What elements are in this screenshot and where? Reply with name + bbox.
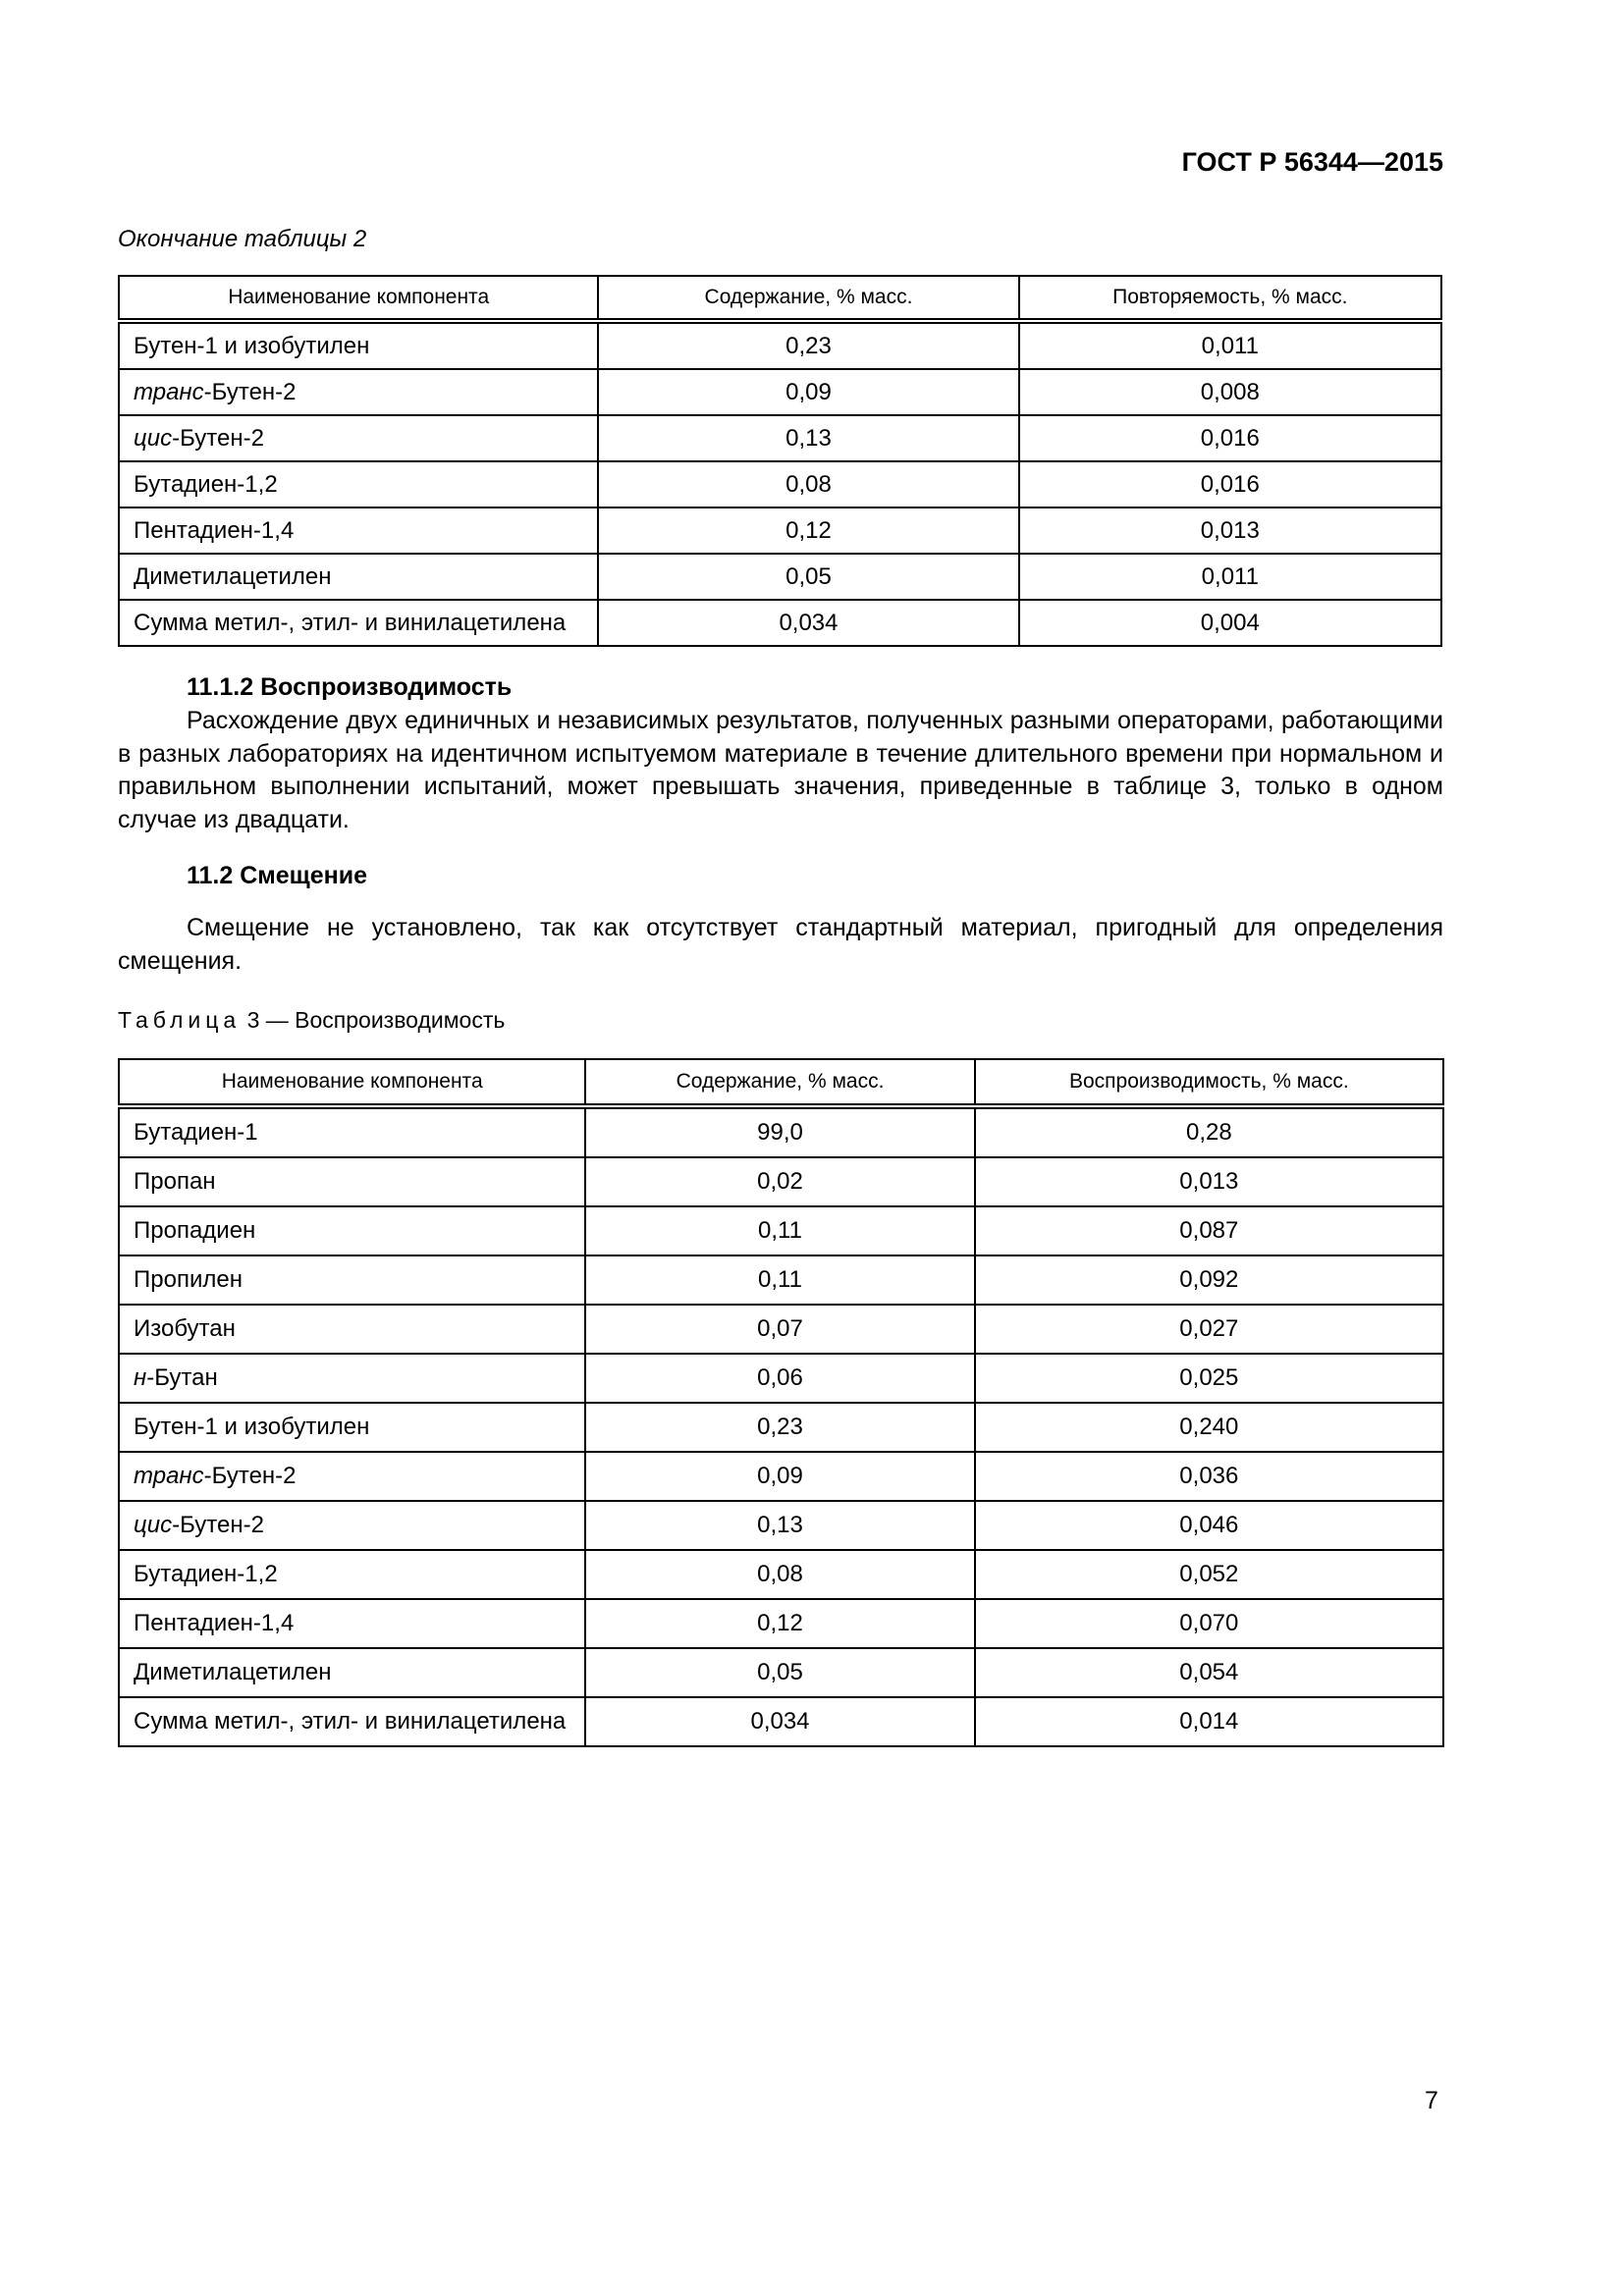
value-cell: 0,004 xyxy=(1019,600,1441,646)
table-row xyxy=(119,415,1441,461)
table-row xyxy=(119,1255,1443,1305)
component-name-cell xyxy=(119,1305,585,1354)
value-cell: 0,008 xyxy=(1019,369,1441,415)
value-cell: 0,052 xyxy=(975,1550,1443,1599)
table-row xyxy=(119,1403,1443,1452)
value-cell: 0,016 xyxy=(1019,415,1441,461)
component-name-cell xyxy=(119,1501,585,1550)
component-name-cell xyxy=(119,1403,585,1452)
table-row xyxy=(119,507,1441,554)
content-cell: 0,07 xyxy=(585,1305,974,1354)
isomer-prefix: цис xyxy=(134,1512,173,1538)
section-text-11-2: Смещение не установлено, так как отсутствует стандартный материал, пригодный для определения смещения. xyxy=(118,914,1443,975)
component-name: Диметилацетилен xyxy=(134,1659,332,1685)
table-3-reproducibility xyxy=(118,1058,1444,1747)
table-row xyxy=(119,1305,1443,1354)
value-cell: 0,092 xyxy=(975,1255,1443,1305)
component-name: Пентадиен-1,4 xyxy=(134,1610,295,1636)
component-name: -Бутен-2 xyxy=(203,1463,297,1489)
component-name-cell xyxy=(119,1550,585,1599)
value-cell: 0,011 xyxy=(1019,554,1441,600)
component-name-cell xyxy=(119,554,598,600)
component-name: Бутен-1 и изобутилен xyxy=(134,1414,370,1440)
value-cell: 0,036 xyxy=(975,1452,1443,1501)
component-name-cell xyxy=(119,1648,585,1697)
component-name-cell xyxy=(119,1206,585,1255)
value-cell: 0,014 xyxy=(975,1697,1443,1746)
column-header: Наименование компонента xyxy=(119,276,598,321)
component-name: Бутадиен-1,2 xyxy=(134,1561,278,1587)
section-heading-11-2: 11.2 Смещение xyxy=(187,862,368,889)
isomer-prefix: н xyxy=(134,1364,147,1391)
table2-caption: Окончание таблицы 2 xyxy=(118,226,367,252)
component-name-cell xyxy=(119,1106,585,1157)
value-cell: 0,013 xyxy=(975,1157,1443,1206)
content-cell: 0,11 xyxy=(585,1206,974,1255)
isomer-prefix: транс xyxy=(134,1463,204,1489)
table-row xyxy=(119,1697,1443,1746)
value-cell: 0,011 xyxy=(1019,321,1441,369)
content-cell: 0,034 xyxy=(585,1697,974,1746)
table-row xyxy=(119,1452,1443,1501)
component-name: Пропадиен xyxy=(134,1217,256,1244)
content-cell: 0,09 xyxy=(598,369,1018,415)
content-cell: 0,08 xyxy=(585,1550,974,1599)
page-number: 7 xyxy=(1425,2087,1438,2114)
section-text-11-1-2: Расхождение двух единичных и независимых результатов, полученных разными операторами, работающими в разных лабораториях на идентичном испытуемом материале в течение длительного времени при нормальном и правильном выполнении испытаний, может превышать значения, приведенные в таблице 3, только в одном случае из двадцати. xyxy=(118,707,1443,833)
table-2-end xyxy=(118,275,1442,647)
content-cell: 0,13 xyxy=(598,415,1018,461)
content-cell: 0,02 xyxy=(585,1157,974,1206)
content-cell: 0,11 xyxy=(585,1255,974,1305)
content-cell: 0,13 xyxy=(585,1501,974,1550)
table-row xyxy=(119,1354,1443,1403)
table3-caption-word: Таблица xyxy=(118,1007,242,1033)
table-header-row xyxy=(119,276,1441,321)
component-name: Изобутан xyxy=(134,1315,236,1342)
component-name: Пропилен xyxy=(134,1266,243,1293)
table-row xyxy=(119,600,1441,646)
component-name: Бутадиен-1 xyxy=(134,1119,258,1146)
component-name: Пентадиен-1,4 xyxy=(134,516,295,544)
component-name: Диметилацетилен xyxy=(134,562,332,590)
component-name-cell xyxy=(119,461,598,507)
value-cell: 0,070 xyxy=(975,1599,1443,1648)
value-cell: 0,28 xyxy=(975,1106,1443,1157)
table-row xyxy=(119,1106,1443,1157)
column-header: Наименование компонента xyxy=(119,1059,585,1106)
component-name-cell xyxy=(119,600,598,646)
value-cell: 0,087 xyxy=(975,1206,1443,1255)
component-name-cell xyxy=(119,1157,585,1206)
table-row xyxy=(119,369,1441,415)
component-name: Бутадиен-1,2 xyxy=(134,470,278,498)
component-name-cell xyxy=(119,1599,585,1648)
component-name: -Бутен-2 xyxy=(203,378,297,405)
value-cell: 0,027 xyxy=(975,1305,1443,1354)
content-cell: 0,12 xyxy=(598,507,1018,554)
content-cell: 0,034 xyxy=(598,600,1018,646)
table-row xyxy=(119,1599,1443,1648)
component-name: -Бутен-2 xyxy=(172,424,264,452)
component-name-cell xyxy=(119,1697,585,1746)
content-cell: 0,09 xyxy=(585,1452,974,1501)
table-row xyxy=(119,321,1441,369)
section-heading-11-1-2: 11.1.2 Воспроизводимость xyxy=(187,673,513,701)
value-cell: 0,240 xyxy=(975,1403,1443,1452)
column-header: Воспроизводимость, % масс. xyxy=(975,1059,1443,1106)
component-name: Сумма метил-, этил- и винилацетилена xyxy=(134,609,567,636)
component-name: Сумма метил-, этил- и винилацетилена xyxy=(134,1708,567,1735)
component-name-cell xyxy=(119,1255,585,1305)
content-cell: 0,05 xyxy=(598,554,1018,600)
component-name-cell xyxy=(119,321,598,369)
content-cell: 99,0 xyxy=(585,1106,974,1157)
component-name-cell xyxy=(119,1452,585,1501)
content-cell: 0,23 xyxy=(585,1403,974,1452)
table-row xyxy=(119,1206,1443,1255)
table-row xyxy=(119,1550,1443,1599)
value-cell: 0,013 xyxy=(1019,507,1441,554)
table3-caption xyxy=(118,1007,505,1034)
column-header: Содержание, % масс. xyxy=(585,1059,974,1106)
value-cell: 0,025 xyxy=(975,1354,1443,1403)
content-cell: 0,08 xyxy=(598,461,1018,507)
content-cell: 0,05 xyxy=(585,1648,974,1697)
table-row xyxy=(119,554,1441,600)
value-cell: 0,054 xyxy=(975,1648,1443,1697)
content-cell: 0,12 xyxy=(585,1599,974,1648)
component-name: -Бутан xyxy=(146,1364,218,1391)
table-row xyxy=(119,1157,1443,1206)
column-header: Повторяемость, % масс. xyxy=(1019,276,1441,321)
isomer-prefix: цис xyxy=(134,424,173,452)
value-cell: 0,016 xyxy=(1019,461,1441,507)
column-header: Содержание, % масс. xyxy=(598,276,1018,321)
component-name-cell xyxy=(119,507,598,554)
content-cell: 0,23 xyxy=(598,321,1018,369)
component-name: -Бутен-2 xyxy=(172,1512,264,1538)
table-row xyxy=(119,461,1441,507)
isomer-prefix: транс xyxy=(134,378,204,405)
table3-caption-title: 3 — Воспроизводимость xyxy=(246,1007,506,1033)
component-name-cell xyxy=(119,415,598,461)
content-cell: 0,06 xyxy=(585,1354,974,1403)
table-row xyxy=(119,1501,1443,1550)
component-name-cell xyxy=(119,1354,585,1403)
value-cell: 0,046 xyxy=(975,1501,1443,1550)
document-id: ГОСТ Р 56344—2015 xyxy=(1181,147,1443,177)
component-name: Пропан xyxy=(134,1168,216,1195)
table-header-row xyxy=(119,1059,1443,1106)
component-name-cell xyxy=(119,369,598,415)
component-name: Бутен-1 и изобутилен xyxy=(134,332,370,359)
table-row xyxy=(119,1648,1443,1697)
